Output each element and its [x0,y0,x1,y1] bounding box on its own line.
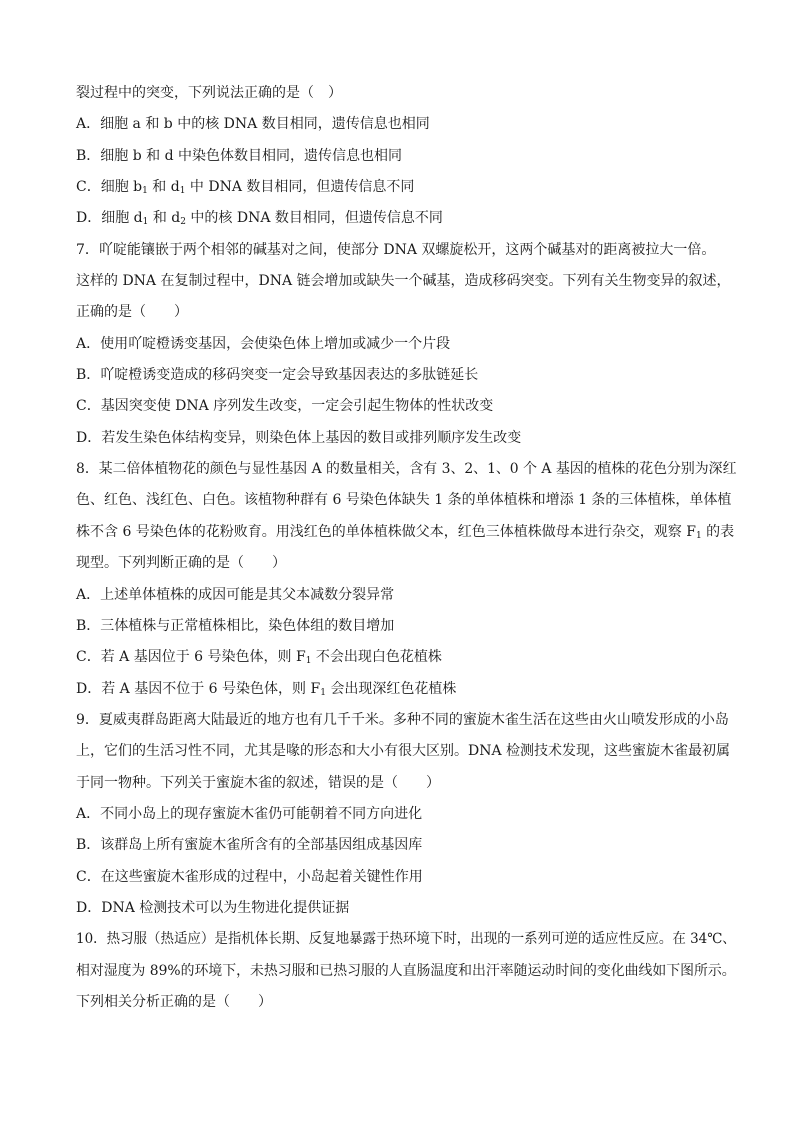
q8-option-c-sub: 1 [305,656,312,667]
q7-option-b: B．吖啶橙诱变造成的移码突变一定会导致基因表达的多肽链延长 [76,367,479,384]
q6-option-c-sub1: 1 [142,186,148,197]
q6-option-c [76,172,736,203]
q6-option-c-sub2: 1 [179,186,186,197]
q8-stem-line3-sub: 1 [695,530,702,541]
q6-option-d [76,203,736,234]
q6-option-c-text2: 和 d [147,179,180,196]
q6-option-d-text1: D．细胞 d [76,210,143,227]
q9-option-c: C．在这些蜜旋木雀形成的过程中，小岛起着关键性作用 [76,868,423,885]
q8-stem-line4: 现型。下列判断正确的是（ ） [76,555,286,572]
q8-option-c-text2: 不会出现白色花植株 [311,649,442,666]
q9-stem-line3: 于同一物种。下列关于蜜旋木雀的叙述，错误的是（ ） [76,774,440,791]
q6-option-a: A．细胞 a 和 b 中的核 DNA 数目相同，遗传信息也相同 [76,116,430,133]
q8-option-a: A．上述单体植株的成因可能是其父本减数分裂异常 [76,586,395,603]
q8-option-d [76,674,736,705]
q6-option-c-text3: 中 DNA 数目相同，但遗传信息不同 [185,179,415,196]
q7-stem-line2: 这样的 DNA 在复制过程中，DNA 链会增加或缺失一个碱基，造成移码突变。下列有关生物变异的叙述， [76,273,731,290]
q9-stem-line1: 9．夏威夷群岛距离大陆最近的地方也有几千千米。多种不同的蜜旋木雀生活在这些由火山喷发形成的小岛 [76,711,729,728]
q8-option-d-sub: 1 [320,687,326,698]
q8-stem-line3 [76,517,736,548]
q6-option-d-sub1: 1 [142,217,149,228]
q9-option-a: A．不同小岛上的现存蜜旋木雀仍可能朝着不同方向进化 [76,805,423,822]
q10-stem-line3: 下列相关分析正确的是（ ） [76,993,272,1010]
q8-option-c-text1: C．若 A 基因位于 6 号染色体，则 F [76,649,306,666]
q7-option-d: D．若发生染色体结构变异，则染色体上基因的数目或排列顺序发生改变 [76,429,522,446]
q6-stem-tail: 裂过程中的突变，下列说法正确的是（ ） [76,85,342,101]
q8-option-c [76,642,736,673]
q6-option-d-text2: 和 d [148,210,181,227]
q8-stem-line3-text2: 的表 [701,523,735,540]
q8-option-b: B．三体植株与正常植株相比，染色体组的数目增加 [76,617,395,634]
q10-stem-line2: 相对湿度为 89%的环境下，未热习服和已热习服的人直肠温度和出汗率随运动时间的变化曲线如下图所示。 [76,962,736,979]
q8-stem-line3-text1: 株不含 6 号染色体的花粉败育。用浅红色的单体植株做父本，红色三体植株做母本进行杂交，观察 F [76,523,696,540]
exam-page [76,78,736,1018]
q6-option-d-text3: 中的核 DNA 数目相同，但遗传信息不同 [185,210,443,227]
q6-option-d-sub2: 2 [180,217,186,228]
q8-option-d-text1: D．若 A 基因不位于 6 号染色体，则 F [76,680,321,697]
q7-option-a: A．使用吖啶橙诱变基因，会使染色体上增加或减少一个片段 [76,335,451,352]
q9-stem-line2: 上，它们的生活习性不同，尤其是喙的形态和大小有很大区别。DNA 检测技术发现，这些蜜旋木雀最初属 [76,743,731,760]
q6-option-b: B．细胞 b 和 d 中染色体数目相同，遗传信息也相同 [76,147,403,164]
q10-stem-line1: 10．热习服（热适应）是指机体长期、反复地暴露于热环境下时，出现的一系列可逆的适应性反应。在 34℃、 [76,931,736,948]
q7-option-c: C．基因突变使 DNA 序列发生改变，一定会引起生物体的性状改变 [76,398,494,415]
q7-stem-line3: 正确的是（ ） [76,304,188,321]
q9-option-d: D．DNA 检测技术可以为生物进化提供证据 [76,899,350,916]
q6-option-c-text1: C．细胞 b [76,179,143,196]
q8-option-d-text2: 会出现深红色花植株 [325,680,457,697]
q8-stem-line1: 8．某二倍体植物花的颜色与显性基因 A 的数量相关，含有 3、2、1、0 个 A 基因的植株的花色分别为深红 [76,461,737,478]
q9-option-b: B．该群岛上所有蜜旋木雀所含有的全部基因组成基因库 [76,837,423,854]
q7-stem-line1: 7．吖啶能镶嵌于两个相邻的碱基对之间，使部分 DNA 双螺旋松开，这两个碱基对的距离被拉大一倍。 [76,241,716,258]
q8-stem-line2: 色、红色、浅红色、白色。该植物种群有 6 号染色体缺失 1 条的单体植株和增添 1 条的三体植株，单体植 [76,492,732,509]
